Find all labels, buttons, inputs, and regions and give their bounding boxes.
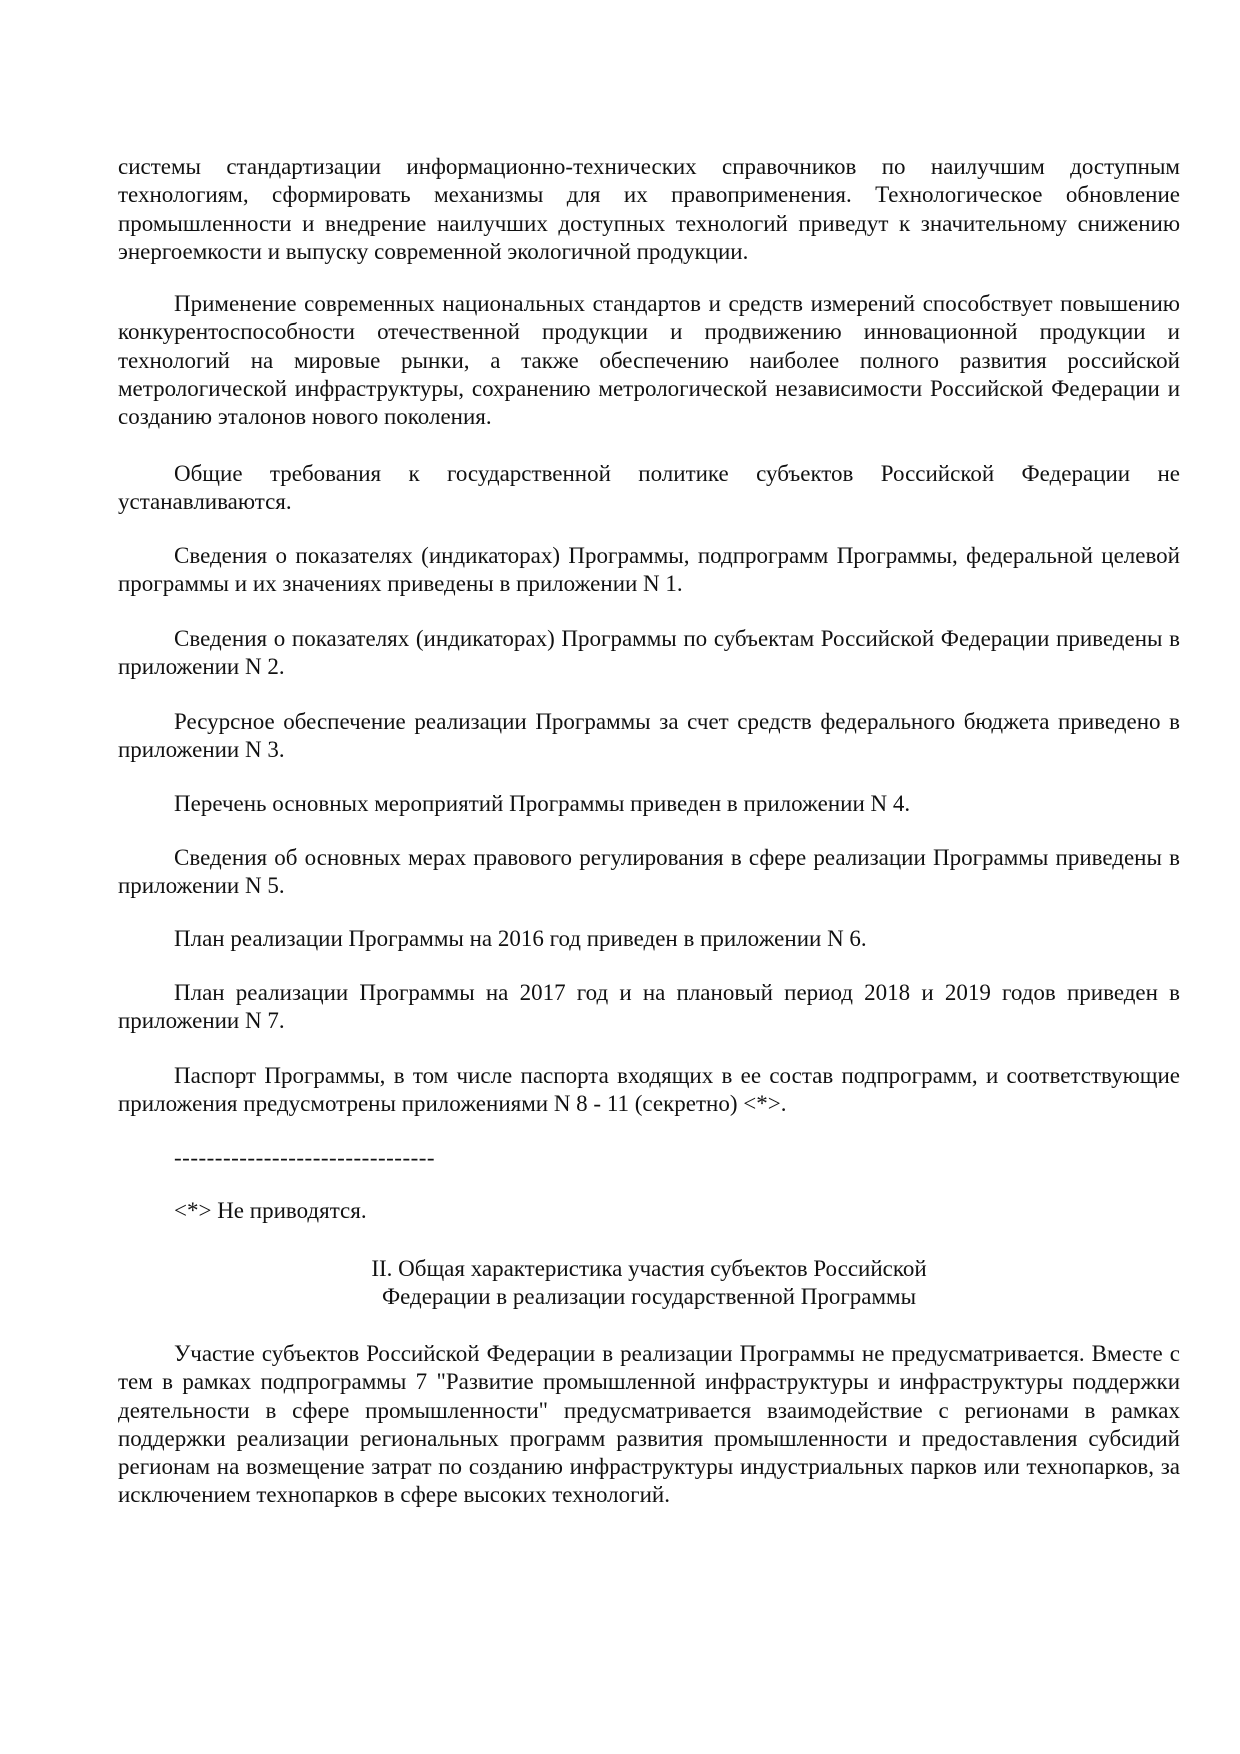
paragraph-appendix-3: Ресурсное обеспечение реализации Программы за счет средств федерального бюджета приведено в приложении N 3.	[118, 709, 1180, 763]
paragraph-appendix-1: Сведения о показателях (индикаторах) Программы, подпрограмм Программы, федеральной целевой программы и их значениях приведены в приложении N 1.	[118, 543, 1180, 597]
paragraph-appendix-2: Сведения о показателях (индикаторах) Программы по субъектам Российской Федерации приведены в приложении N 2.	[118, 626, 1180, 680]
footnote-separator: --------------------------------	[174, 1145, 436, 1170]
paragraph-appendix-5: Сведения об основных мерах правового регулирования в сфере реализации Программы приведены в приложении N 5.	[118, 845, 1180, 899]
section-heading-line-2: Федерации в реализации государственной Программы	[381, 1284, 917, 1310]
paragraph-appendix-6: План реализации Программы на 2016 год приведен в приложении N 6.	[174, 926, 867, 951]
footnote: <*> Не приводятся.	[174, 1198, 367, 1223]
paragraph-standards: Применение современных национальных стандартов и средств измерений способствует повышению конкурентоспособности отечественной продукции и продвижению инновационной продукции и технологий на мировые рынки, а также обеспечению наиболее полного развития российской метрологической инфраструктуры, сохранению метрологической независимости Российской Федерации и созданию эталонов нового поколения.	[118, 291, 1180, 430]
paragraph-appendix-4: Перечень основных мероприятий Программы приведен в приложении N 4.	[174, 791, 911, 816]
section-heading	[118, 1255, 1180, 1312]
paragraph-continuation: системы стандартизации информационно-технических справочников по наилучшим доступным технологиям, сформировать механизмы для их правоприменения. Технологическое обновление промышленности и внедрение наилучших доступных технологий приведут к значительному снижению энергоемкости и выпуску современной экологичной продукции.	[118, 154, 1180, 264]
paragraph-appendix-7: План реализации Программы на 2017 год и на плановый период 2018 и 2019 годов приведен в приложении N 7.	[118, 980, 1180, 1034]
paragraph-regions-participation: Участие субъектов Российской Федерации в реализации Программы не предусматривается. Вместе с тем в рамках подпрограммы 7 "Развитие промышленной инфраструктуры и инфраструктуры поддержки деятельности в сфере промышленности" предусматривается взаимодействие с регионами в рамках поддержки реализации региональных программ развития промышленности и предоставления субсидий регионам на возмещение затрат по созданию инфраструктуры индустриальных парков или технопарков, за исключением технопарков в сфере высоких технологий.	[118, 1341, 1180, 1508]
section-heading-line-1: II. Общая характеристика участия субъектов Российской	[371, 1256, 927, 1281]
paragraph-passport: Паспорт Программы, в том числе паспорта входящих в ее состав подпрограмм, и соответствующие приложения предусмотрены приложениями N 8 - 11 (секретно) <*>.	[118, 1063, 1180, 1117]
paragraph-regional-policy: Общие требования к государственной политике субъектов Российской Федерации не устанавливаются.	[118, 461, 1180, 515]
